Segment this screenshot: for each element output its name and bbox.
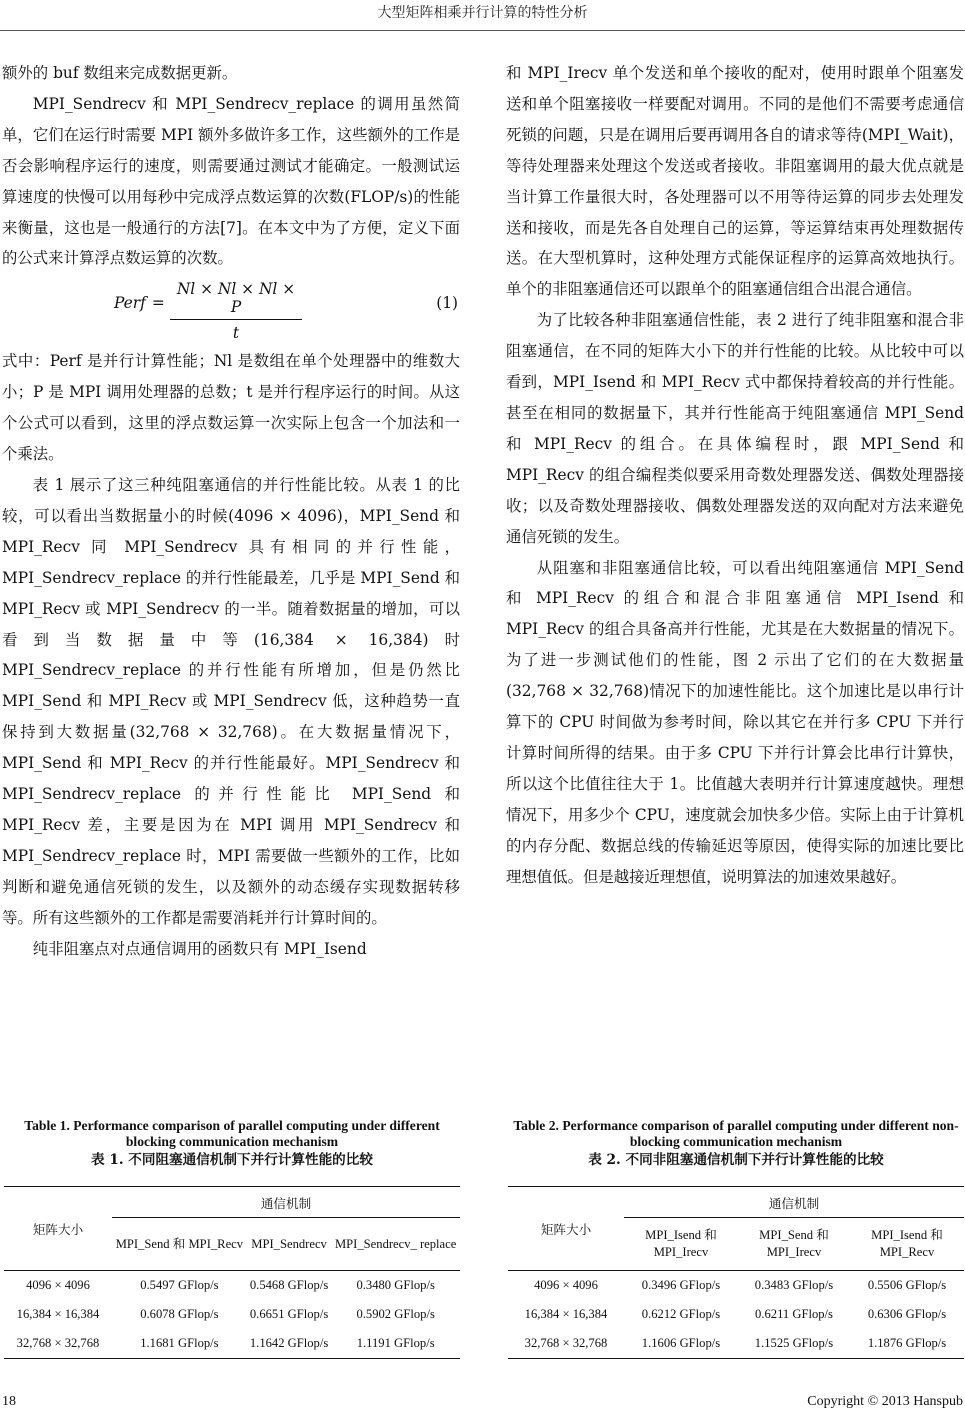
table-cell: 0.5902 GFlop/s [356,1307,435,1321]
right-paragraph-1: 和 MPI_Irecv 单个发送和单个接收的配对，使用时跟单个阻塞发送和单个阻塞接收一样要配对调用。不同的是他们不需要考虑通信死锁的问题，只是在调用后要再调用各自的请求等待(MPI_Wait)，等待处理器来处理这个发送或者接收。非阻塞调用的最大优点就是当计算工作量很大时，各处理器可以不用等待运算的同步去处理发送和接收，而是先各自处理自己的运算，等运算结束再处理数据传送。在大型机算时，这种处理方式能保证程序的运算高效地执行。单个的非阻塞通信还可以跟单个的阻塞通信组合出混合通信。 [506,64,964,299]
table-row [4,1300,460,1329]
table-cell: 4096 × 4096 [508,1271,624,1301]
table-1-group-header: 通信机制 [112,1187,460,1218]
table-1-caption-en: Table 1. Performance comparison of parallel computing under different blocking communication mechanism [24,1118,440,1149]
table-2-col-header: MPI_Send 和 MPI_Irecv [738,1218,850,1271]
table-cell: 0.5497 GFlop/s [112,1271,247,1301]
equation-fraction [170,280,302,342]
table-cell: 0.6211 GFlop/s [755,1307,833,1321]
table-1-col-header: MPI_Send 和 MPI_Recv [112,1218,247,1271]
table-cell: 0.6651 GFlop/s [249,1307,329,1321]
left-paragraph-5: 纯非阻塞点对点通信调用的函数只有 MPI_Isend [32,939,367,958]
copyright-notice: Copyright © 2013 Hanspub [807,1394,963,1409]
table-2-group-header: 通信机制 [624,1187,964,1218]
table-cell: 0.3496 GFlop/s [624,1271,738,1301]
equation-lhs: Perf = [114,294,165,313]
left-paragraph-1: 额外的 buf 数组来完成数据更新。 [2,64,238,82]
left-paragraph-2: MPI_Sendrecv 和 MPI_Sendrecv_replace 的调用虽然简单，它们在运行时需要 MPI 额外多做许多工作，这些额外的工作是否会影响程序运行的速度，则需要通过测试才能确定。一般测试运算速度的快慢可以用每秒中完成浮点数运算的次数(FLOP/s)的性能来衡量，这也是一般通行的方法[7]。在本文中为了方便，定义下面的公式来计算浮点数运算的次数。 [2,94,460,268]
equation-1 [2,280,460,344]
table-cell: 0.3480 GFlop/s [331,1271,460,1301]
table-2-caption-zh: 表 2. 不同非阻塞通信机制下并行计算性能的比较 [588,1152,884,1168]
equation-number: (1) [436,294,458,313]
equation-denominator: t [232,324,240,343]
table-2-grid [508,1186,964,1359]
table-cell: 1.1191 GFlop/s [331,1329,460,1359]
table-cell: 1.1642 GFlop/s [247,1329,332,1359]
table-row [4,1271,460,1301]
table-row [4,1329,460,1359]
header-rule [0,30,965,31]
table-cell: 16,384 × 16,384 [524,1307,608,1321]
table-1-caption-zh: 表 1. 不同阻塞通信机制下并行计算性能的比较 [91,1152,373,1168]
left-paragraph-3: 式中：Perf 是并行计算性能；Nl 是数组在单个处理器中的维数大小；P 是 MPI 调用处理器的总数；t 是并行程序运行的时间。从这个公式可以看到，这里的浮点数运算一次实际上包含一个加法和一个乘法。 [2,352,460,464]
table-cell: 1.1606 GFlop/s [624,1329,738,1359]
table-cell: 32,768 × 32,768 [508,1329,624,1359]
page-number: 18 [2,1394,16,1409]
table-1 [4,1118,460,1359]
table-cell: 0.5468 GFlop/s [247,1271,332,1301]
table-row [508,1300,964,1329]
table-2-col-header: MPI_Isend 和 MPI_Irecv [624,1218,738,1271]
table-1-grid [4,1186,460,1359]
left-column [2,58,460,964]
running-header: 大型矩阵相乘并行计算的特性分析 [377,5,588,21]
table-1-col-header: MPI_Sendrecv [247,1218,332,1271]
table-cell: 0.6212 GFlop/s [641,1307,721,1321]
equation-numerator: Nl × Nl × Nl × P [170,280,302,320]
table-cell: 1.1681 GFlop/s [112,1329,247,1359]
table-2-col-header: MPI_Isend 和 MPI_Recv [850,1218,964,1271]
right-paragraph-2: 为了比较各种非阻塞通信性能，表 2 进行了纯非阻塞和混合非阻塞通信，在不同的矩阵大小下的并行性能的比较。从比较中可以看到，MPI_Isend 和 MPI_Recv 式中都保持着较高的并行性能。甚至在相同的数据量下，其并行性能高于纯阻塞通信 MPI_Send 和 MPI_Recv 的组合。在具体编程时，跟 MPI_Send 和 MPI_Recv 的组合编程类似要采用奇数处理器发送、偶数处理器接收；以及奇数处理器接收、偶数处理器发送的双向配对方法来避免通信死锁的发生。 [506,311,964,546]
table-2 [508,1118,964,1359]
table-cell: 0.6306 GFlop/s [867,1307,947,1321]
table-cell: 0.3483 GFlop/s [738,1271,850,1301]
table-cell: 0.6078 GFlop/s [140,1307,219,1321]
table-cell: 0.5506 GFlop/s [850,1271,964,1301]
left-paragraph-4: 表 1 展示了这三种纯阻塞通信的并行性能比较。从表 1 的比较，可以看出当数据量小的时候(4096 × 4096)，MPI_Send 和 MPI_Recv 同 MPI_Sendrecv 具有相同的并行性能，MPI_Sendrecv_replace 的并行性能最差，几乎是 MPI_Send 和 MPI_Recv 或 MPI_Sendrecv 的一半。随着数据量的增加，可以看到当数据量中等(16,384 × 16,384)时 MPI_Sendrecv_replace 的并行性能有所增加，但是仍然比 MPI_Send 和 MPI_Recv 或 MPI_Sendrecv 低，这种趋势一直保持到大数据量(32,768 × 32,768)。在大数据量情况下，MPI_Send 和 MPI_Recv 的并行性能最好。MPI_Sendrecv 和 MPI_Sendrecv_replace 的并行性能比 MPI_Send 和 MPI_Recv 差，主要是因为在 MPI 调用 MPI_Sendrecv 和 MPI_Sendrecv_replace 时，MPI 需要做一些额外的工作，比如判断和避免通信死锁的发生，以及额外的动态缓存实现数据转移等。所有这些额外的工作都是需要消耗并行计算时间的。 [2,475,460,927]
right-column [506,58,964,892]
table-row [508,1329,964,1359]
table-cell: 32,768 × 32,768 [4,1329,112,1359]
table-cell: 16,384 × 16,384 [16,1307,100,1321]
table-row [508,1271,964,1301]
table-2-row-header: 矩阵大小 [508,1187,624,1271]
table-1-col-header: MPI_Sendrecv_ replace [331,1218,460,1271]
table-1-row-header: 矩阵大小 [4,1187,112,1271]
table-cell: 1.1525 GFlop/s [738,1329,850,1359]
table-cell: 1.1876 GFlop/s [850,1329,964,1359]
table-cell: 4096 × 4096 [4,1271,112,1301]
table-2-caption-en: Table 2. Performance comparison of parallel computing under different non-blocking communication mechanism [513,1118,959,1149]
right-paragraph-3: 从阻塞和非阻塞通信比较，可以看出纯阻塞通信 MPI_Send 和 MPI_Recv 的组合和混合非阻塞通信 MPI_Isend 和 MPI_Recv 的组合具备高并行性能，尤其是在大数据量的情况下。为了进一步测试他们的性能，图 2 示出了它们的在大数据量(32,768 × 32,768)情况下的加速性能比。这个加速比是以串行计算下的 CPU 时间做为参考时间，除以其它在并行多 CPU 下并行计算时间所得的结果。由于多 CPU 下并行计算会比串行计算快，所以这个比值往往大于 1。比值越大表明并行计算速度越快。理想情况下，用多少个 CPU，速度就会加快多少倍。实际上由于计算机的内存分配、数据总线的传输延迟等原因，使得实际的加速比要比理想值低。但是越接近理想值，说明算法的加速效果越好。 [506,558,964,886]
